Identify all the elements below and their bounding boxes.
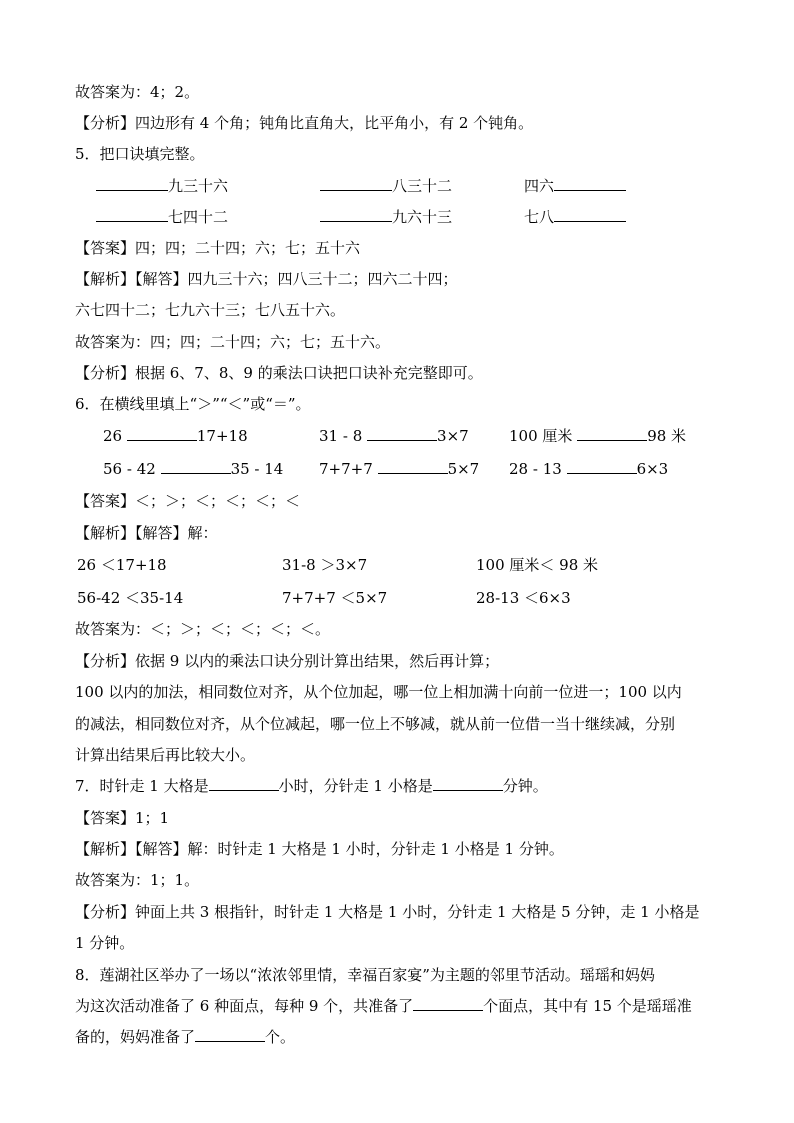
q7-analysis-line1: 【分析】钟面上共 3 根指针，时针走 1 大格是 1 小时，分针走 1 大格是 5 分钟，走 1 小格是	[75, 903, 700, 921]
q8-line3: 备的，妈妈准备了 个。	[75, 1028, 296, 1046]
analysis-line-q4: 【分析】四边形有 4 个角；钝角比直角大，比平角小，有 2 个钝角。	[75, 114, 534, 132]
q5-item-4: 七四十二	[96, 207, 228, 227]
fill-blank[interactable]	[433, 776, 503, 791]
q5-answer: 【答案】四；四；二十四；六；七；五十六	[75, 239, 361, 257]
q6-item-6: 28 - 13 6×3	[509, 460, 669, 478]
q6-solution-2: 31-8 ＞3×7	[282, 556, 368, 574]
q7-solution: 【解析】【解答】解：时针走 1 大格是 1 小时，分针走 1 小格是 1 分钟。	[75, 840, 564, 858]
fill-blank[interactable]	[577, 426, 647, 441]
fill-blank[interactable]	[96, 207, 168, 222]
q6-final-answer: 故答案为：＜；＞；＜；＜；＜；＜。	[75, 620, 331, 638]
q8-line2: 为这次活动准备了 6 种面点，每种 9 个，共准备了 个面点，其中有 15 个是瑶瑶准	[75, 997, 692, 1015]
fill-blank[interactable]	[554, 207, 626, 222]
q6-item-5: 7+7+7 5×7	[319, 460, 480, 478]
q6-analysis-line1: 【分析】依据 9 以内的乘法口诀分别计算出结果，然后再计算；	[75, 652, 500, 670]
fill-blank[interactable]	[96, 176, 168, 191]
fill-blank[interactable]	[320, 176, 392, 191]
fill-blank[interactable]	[127, 426, 197, 441]
q7-analysis-line2: 1 分钟。	[75, 934, 135, 952]
q7-question: 7．时针走 1 大格是 小时，分针走 1 小格是 分钟。	[75, 777, 548, 795]
q5-analysis: 【分析】根据 6、7、8、9 的乘法口诀把口诀补充完整即可。	[75, 364, 483, 382]
q5-item-3: 四六	[524, 176, 626, 196]
q7-final-answer: 故答案为：1；1。	[75, 871, 200, 889]
q6-title: 6．在横线里填上“＞”“＜”或“＝”。	[75, 395, 311, 413]
fill-blank[interactable]	[209, 776, 279, 791]
q6-analysis-line3: 的减法，相同数位对齐，从个位减起，哪一位上不够减，就从前一位借一当十继续减，分别	[75, 715, 676, 733]
q5-item-5: 九六十三	[320, 207, 452, 227]
q5-solution-line2: 六七四十二；七九六十三；七八五十六。	[75, 301, 346, 319]
q5-item-2: 八三十二	[320, 176, 452, 196]
q7-answer: 【答案】1；1	[75, 809, 170, 827]
fill-blank[interactable]	[413, 996, 483, 1011]
q8-line1: 8．莲湖社区举办了一场以“浓浓邻里情，幸福百家宴”为主题的邻里节活动。瑶瑶和妈妈	[75, 966, 655, 984]
q6-solution-6: 28-13 ＜6×3	[476, 589, 571, 607]
q6-item-3: 100 厘米 98 米	[509, 427, 687, 445]
q6-solution-5: 7+7+7 ＜5×7	[282, 589, 388, 607]
fill-blank[interactable]	[195, 1027, 265, 1042]
q5-solution-line1: 【解析】【解答】四九三十六；四八三十二；四六二十四；	[75, 270, 458, 288]
q6-item-1: 26 17+18	[103, 427, 248, 445]
fill-blank[interactable]	[320, 207, 392, 222]
q6-item-2: 31 - 8 3×7	[319, 427, 469, 445]
fill-blank[interactable]	[378, 459, 448, 474]
q6-analysis-line2: 100 以内的加法，相同数位对齐，从个位加起，哪一位上相加满十向前一位进一；100 以内	[75, 683, 682, 701]
q6-solution-4: 56-42 ＜35-14	[77, 589, 184, 607]
q5-final-answer: 故答案为：四；四；二十四；六；七；五十六。	[75, 333, 391, 351]
q5-title: 5．把口诀填完整。	[75, 145, 205, 163]
fill-blank[interactable]	[567, 459, 637, 474]
q5-item-1: 九三十六	[96, 176, 228, 196]
q6-answer: 【答案】＜；＞；＜；＜；＜；＜	[75, 492, 301, 510]
q5-item-6: 七八	[524, 207, 626, 227]
q6-analysis-line4: 计算出结果后再比较大小。	[75, 746, 256, 764]
q6-solution-label: 【解析】【解答】解：	[75, 524, 218, 542]
q6-item-4: 56 - 42 35 - 14	[103, 460, 284, 478]
fill-blank[interactable]	[554, 176, 626, 191]
answer-line-q4: 故答案为：4；2。	[75, 83, 200, 101]
q6-solution-1: 26 ＜17+18	[77, 556, 167, 574]
fill-blank[interactable]	[161, 459, 231, 474]
fill-blank[interactable]	[367, 426, 437, 441]
q6-solution-3: 100 厘米＜ 98 米	[476, 556, 599, 574]
